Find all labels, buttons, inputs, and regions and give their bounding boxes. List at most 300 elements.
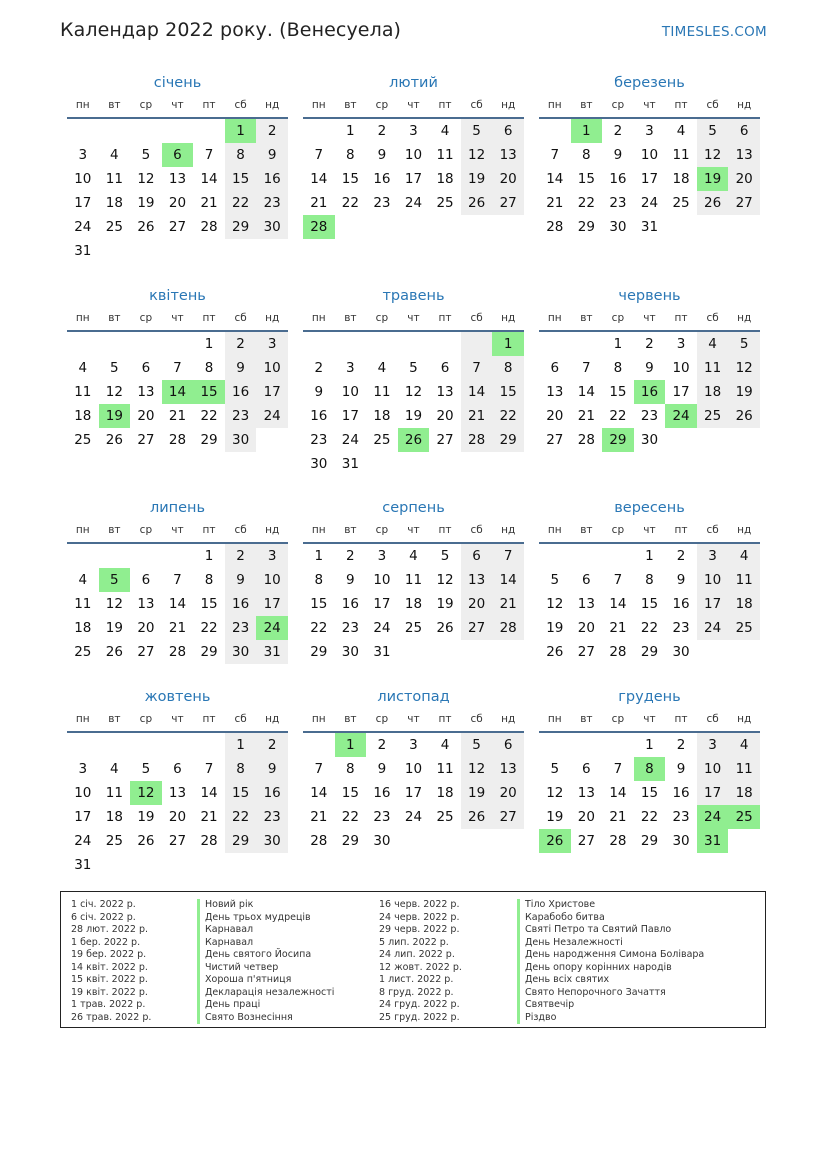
day-cell: 29 bbox=[577, 219, 595, 235]
month-block bbox=[67, 72, 288, 263]
weekday-label: вт bbox=[108, 524, 121, 536]
day-cell: 31 bbox=[640, 219, 659, 235]
day-cell: 28 bbox=[609, 644, 627, 660]
day-cell: 30 bbox=[640, 432, 659, 448]
day-cell: 6 bbox=[440, 360, 450, 376]
weekday-label: ср bbox=[611, 713, 625, 725]
empty-cell bbox=[697, 215, 729, 239]
weekday-label: пн bbox=[311, 312, 326, 324]
empty-cell bbox=[398, 332, 430, 356]
day-cell: 30 bbox=[310, 456, 328, 472]
day-cell: 19 bbox=[105, 620, 123, 636]
day-cell: 26 bbox=[436, 620, 454, 636]
day-cell: 18 bbox=[373, 408, 391, 424]
day-cell: 12 bbox=[461, 143, 493, 167]
holiday-date: 12 жовт. 2022 р. bbox=[379, 961, 462, 973]
day-cell: 11 bbox=[728, 568, 760, 592]
day-cell: 31 bbox=[74, 243, 92, 259]
weekday-label: нд bbox=[265, 713, 280, 725]
day-cell: 4 bbox=[377, 360, 387, 376]
day-cell: 9 bbox=[645, 360, 654, 376]
day-cell: 28 bbox=[310, 833, 328, 849]
empty-cell bbox=[225, 239, 257, 263]
day-grid bbox=[303, 332, 524, 476]
day-cell: 10 bbox=[256, 568, 288, 592]
day-cell: 12 bbox=[728, 356, 760, 380]
day-cell: 24 bbox=[640, 195, 659, 211]
holiday-date: 24 лип. 2022 р. bbox=[379, 949, 455, 960]
day-cell: 4 bbox=[728, 733, 760, 757]
holiday-name: День народження Симона Болівара bbox=[517, 949, 704, 962]
weekday-label: ср bbox=[139, 99, 153, 111]
weekday-label: сб bbox=[706, 99, 719, 111]
day-cell: 19 bbox=[137, 195, 155, 211]
empty-cell bbox=[193, 239, 225, 263]
day-grid bbox=[539, 544, 760, 664]
day-cell: 24 bbox=[404, 195, 423, 211]
weekday-label: пт bbox=[202, 524, 216, 536]
day-cell: 12 bbox=[436, 572, 454, 588]
day-cell: 2 bbox=[314, 360, 324, 376]
day-cell: 17 bbox=[256, 380, 288, 404]
day-cell: 3 bbox=[697, 733, 729, 757]
day-cell: 7 bbox=[582, 360, 591, 376]
day-cell: 23 bbox=[310, 432, 328, 448]
empty-cell bbox=[571, 733, 603, 757]
day-cell: 2 bbox=[377, 737, 387, 753]
empty-cell bbox=[429, 452, 461, 476]
day-cell: 6 bbox=[728, 119, 760, 143]
day-cell: 23 bbox=[672, 809, 690, 825]
empty-cell bbox=[162, 239, 194, 263]
month-block bbox=[539, 72, 760, 239]
day-cell: 28 bbox=[303, 215, 335, 239]
day-cell: 29 bbox=[200, 432, 218, 448]
day-cell: 1 bbox=[645, 548, 654, 564]
holiday-name: Різдво bbox=[517, 1012, 704, 1025]
day-cell: 10 bbox=[697, 568, 729, 592]
day-cell: 17 bbox=[697, 781, 729, 805]
weekday-label: чт bbox=[171, 99, 184, 111]
day-cell: 13 bbox=[492, 757, 524, 781]
day-cell: 22 bbox=[225, 805, 257, 829]
day-cell: 13 bbox=[461, 568, 493, 592]
day-cell: 8 bbox=[645, 572, 654, 588]
weekday-label: вт bbox=[108, 713, 121, 725]
day-cell: 29 bbox=[310, 644, 328, 660]
day-cell: 19 bbox=[546, 809, 564, 825]
day-cell: 25 bbox=[404, 620, 423, 636]
holiday-date: 16 черв. 2022 р. bbox=[379, 899, 460, 910]
day-cell: 5 bbox=[141, 761, 151, 777]
empty-cell bbox=[492, 215, 524, 239]
day-cell: 6 bbox=[141, 360, 151, 376]
day-cell: 24 bbox=[74, 219, 92, 235]
holiday-name: Хороша п'ятниця bbox=[197, 974, 334, 987]
day-cell: 13 bbox=[492, 143, 524, 167]
day-cell: 2 bbox=[645, 336, 654, 352]
empty-cell bbox=[429, 829, 461, 853]
weekday-label: ср bbox=[375, 713, 389, 725]
weekday-label: вт bbox=[580, 99, 593, 111]
day-cell: 28 bbox=[546, 219, 564, 235]
day-cell: 12 bbox=[546, 785, 564, 801]
day-cell: 18 bbox=[672, 171, 690, 187]
day-cell: 4 bbox=[110, 147, 119, 163]
weekday-label: нд bbox=[501, 99, 516, 111]
day-cell: 1 bbox=[571, 119, 603, 143]
empty-cell bbox=[193, 853, 225, 877]
day-cell: 11 bbox=[105, 785, 123, 801]
day-cell: 30 bbox=[609, 219, 627, 235]
day-cell: 13 bbox=[728, 143, 760, 167]
day-cell: 1 bbox=[645, 737, 654, 753]
holiday-name: Свято Вознесіння bbox=[197, 1012, 334, 1025]
empty-cell bbox=[99, 544, 131, 568]
weekday-header bbox=[303, 97, 524, 119]
day-cell: 6 bbox=[492, 733, 524, 757]
day-cell: 14 bbox=[577, 384, 595, 400]
day-cell: 18 bbox=[728, 781, 760, 805]
day-cell: 22 bbox=[609, 408, 627, 424]
month-name: січень bbox=[153, 75, 202, 91]
month-name: липень bbox=[149, 500, 206, 516]
day-cell: 4 bbox=[728, 544, 760, 568]
empty-cell bbox=[665, 215, 697, 239]
day-cell: 12 bbox=[105, 384, 123, 400]
empty-cell bbox=[256, 853, 288, 877]
day-cell: 20 bbox=[168, 809, 187, 825]
weekday-header bbox=[539, 310, 760, 332]
day-cell: 18 bbox=[74, 408, 92, 424]
month-name: вересень bbox=[614, 500, 685, 516]
day-cell: 7 bbox=[204, 761, 214, 777]
day-grid bbox=[67, 332, 288, 452]
day-cell: 3 bbox=[409, 737, 418, 753]
day-cell: 19 bbox=[404, 408, 423, 424]
day-cell: 19 bbox=[697, 167, 729, 191]
empty-cell bbox=[728, 215, 760, 239]
day-cell: 26 bbox=[697, 191, 729, 215]
day-cell: 14 bbox=[162, 380, 194, 404]
day-grid bbox=[67, 733, 288, 877]
day-cell: 10 bbox=[404, 147, 423, 163]
empty-cell bbox=[366, 452, 398, 476]
day-cell: 10 bbox=[74, 171, 92, 187]
day-cell: 3 bbox=[377, 548, 387, 564]
holiday-date: 24 груд. 2022 р. bbox=[379, 999, 460, 1010]
weekday-label: сб bbox=[470, 312, 483, 324]
weekday-label: ср bbox=[611, 524, 625, 536]
day-cell: 3 bbox=[645, 123, 654, 139]
weekday-label: нд bbox=[737, 713, 752, 725]
day-cell: 20 bbox=[728, 167, 760, 191]
weekday-label: ср bbox=[375, 312, 389, 324]
holiday-name: День опору корінних народів bbox=[517, 962, 704, 975]
empty-cell bbox=[492, 640, 524, 664]
empty-cell bbox=[602, 733, 634, 757]
day-cell: 21 bbox=[577, 408, 595, 424]
holiday-name: Карабобо битва bbox=[517, 912, 704, 925]
day-cell: 19 bbox=[99, 404, 131, 428]
empty-cell bbox=[461, 332, 493, 356]
day-cell: 8 bbox=[225, 143, 257, 167]
holiday-name: Декларація незалежності bbox=[197, 987, 334, 1000]
empty-cell bbox=[256, 428, 288, 452]
day-cell: 9 bbox=[256, 757, 288, 781]
day-cell: 25 bbox=[697, 404, 729, 428]
empty-cell bbox=[728, 428, 760, 452]
weekday-label: сб bbox=[706, 312, 719, 324]
day-grid bbox=[539, 332, 760, 452]
day-cell: 12 bbox=[130, 781, 162, 805]
day-cell: 22 bbox=[341, 809, 359, 825]
day-cell: 6 bbox=[461, 544, 493, 568]
day-cell: 31 bbox=[697, 829, 729, 853]
weekday-label: чт bbox=[643, 99, 656, 111]
weekday-header bbox=[539, 97, 760, 119]
day-grid bbox=[539, 119, 760, 239]
day-cell: 6 bbox=[582, 761, 591, 777]
day-cell: 27 bbox=[546, 432, 564, 448]
empty-cell bbox=[571, 332, 603, 356]
weekday-header bbox=[67, 522, 288, 544]
day-cell: 3 bbox=[256, 332, 288, 356]
legend-dates-right bbox=[379, 899, 462, 1024]
empty-cell bbox=[99, 853, 131, 877]
day-cell: 10 bbox=[672, 360, 690, 376]
day-cell: 4 bbox=[78, 572, 88, 588]
holiday-date: 29 черв. 2022 р. bbox=[379, 924, 460, 935]
weekday-label: чт bbox=[407, 99, 420, 111]
weekday-label: сб bbox=[234, 312, 247, 324]
holiday-name: День Незалежності bbox=[517, 937, 704, 950]
day-cell: 7 bbox=[173, 572, 182, 588]
weekday-header bbox=[303, 711, 524, 733]
empty-cell bbox=[539, 119, 571, 143]
day-cell: 4 bbox=[697, 332, 729, 356]
day-cell: 23 bbox=[640, 408, 659, 424]
day-cell: 3 bbox=[346, 360, 355, 376]
day-cell: 14 bbox=[200, 785, 218, 801]
day-cell: 10 bbox=[74, 785, 92, 801]
weekday-label: чт bbox=[171, 312, 184, 324]
day-cell: 31 bbox=[74, 857, 92, 873]
day-cell: 30 bbox=[225, 428, 257, 452]
day-cell: 13 bbox=[137, 384, 155, 400]
weekday-label: чт bbox=[171, 713, 184, 725]
day-cell: 20 bbox=[436, 408, 454, 424]
day-cell: 15 bbox=[193, 380, 225, 404]
day-cell: 16 bbox=[256, 781, 288, 805]
day-cell: 31 bbox=[256, 640, 288, 664]
holiday-date: 24 черв. 2022 р. bbox=[379, 911, 460, 923]
day-cell: 22 bbox=[200, 408, 218, 424]
weekday-header bbox=[303, 522, 524, 544]
day-cell: 27 bbox=[492, 191, 524, 215]
weekday-label: сб bbox=[234, 524, 247, 536]
day-cell: 29 bbox=[602, 428, 634, 452]
weekday-header bbox=[539, 522, 760, 544]
day-cell: 16 bbox=[373, 785, 391, 801]
empty-cell bbox=[303, 733, 335, 757]
day-cell: 10 bbox=[373, 572, 391, 588]
day-cell: 9 bbox=[377, 147, 387, 163]
day-cell: 6 bbox=[162, 143, 194, 167]
weekday-label: пн bbox=[75, 312, 90, 324]
empty-cell bbox=[728, 829, 760, 853]
weekday-header bbox=[539, 711, 760, 733]
day-cell: 20 bbox=[137, 620, 155, 636]
day-cell: 12 bbox=[461, 757, 493, 781]
day-cell: 2 bbox=[613, 123, 623, 139]
holiday-date: 26 трав. 2022 р. bbox=[71, 1011, 152, 1023]
day-cell: 28 bbox=[168, 432, 187, 448]
day-cell: 24 bbox=[697, 616, 729, 640]
month-block bbox=[539, 497, 760, 664]
weekday-label: нд bbox=[265, 312, 280, 324]
day-cell: 4 bbox=[440, 737, 450, 753]
day-cell: 9 bbox=[676, 572, 686, 588]
day-cell: 25 bbox=[105, 833, 123, 849]
day-cell: 10 bbox=[640, 147, 659, 163]
weekday-label: пт bbox=[674, 99, 688, 111]
day-cell: 8 bbox=[582, 147, 591, 163]
day-cell: 11 bbox=[74, 596, 92, 612]
weekday-label: ср bbox=[139, 312, 153, 324]
empty-cell bbox=[130, 544, 162, 568]
day-cell: 20 bbox=[492, 167, 524, 191]
weekday-label: пт bbox=[674, 713, 688, 725]
empty-cell bbox=[398, 215, 430, 239]
day-cell: 4 bbox=[676, 123, 686, 139]
day-cell: 26 bbox=[728, 404, 760, 428]
empty-cell bbox=[130, 853, 162, 877]
holiday-date: 25 груд. 2022 р. bbox=[379, 1011, 460, 1023]
weekday-label: вт bbox=[344, 524, 357, 536]
day-cell: 7 bbox=[204, 147, 214, 163]
weekday-label: пн bbox=[75, 713, 90, 725]
day-cell: 21 bbox=[310, 809, 328, 825]
day-cell: 26 bbox=[461, 805, 493, 829]
day-cell: 7 bbox=[314, 761, 324, 777]
day-cell: 15 bbox=[310, 596, 328, 612]
holiday-date: 1 лист. 2022 р. bbox=[379, 974, 454, 985]
day-cell: 18 bbox=[74, 620, 92, 636]
weekday-label: ср bbox=[375, 524, 389, 536]
empty-cell bbox=[67, 544, 99, 568]
day-cell: 1 bbox=[613, 336, 623, 352]
day-cell: 30 bbox=[672, 644, 690, 660]
weekday-label: нд bbox=[737, 524, 752, 536]
month-name: квітень bbox=[149, 288, 206, 304]
day-cell: 25 bbox=[105, 219, 123, 235]
day-cell: 25 bbox=[728, 616, 760, 640]
empty-cell bbox=[602, 544, 634, 568]
empty-cell bbox=[398, 829, 430, 853]
empty-cell bbox=[492, 452, 524, 476]
month-name: серпень bbox=[382, 500, 445, 516]
day-cell: 20 bbox=[577, 809, 595, 825]
weekday-label: пн bbox=[547, 312, 562, 324]
holiday-date: 1 трав. 2022 р. bbox=[71, 999, 146, 1010]
empty-cell bbox=[99, 332, 131, 356]
empty-cell bbox=[539, 733, 571, 757]
empty-cell bbox=[697, 428, 729, 452]
page-title: Календар 2022 року. (Венесуела) bbox=[60, 19, 402, 41]
day-cell: 12 bbox=[137, 171, 155, 187]
holiday-name: Карнавал bbox=[197, 924, 334, 937]
day-cell: 6 bbox=[582, 572, 591, 588]
holiday-name: Тіло Христове bbox=[517, 899, 704, 912]
day-cell: 14 bbox=[461, 380, 493, 404]
day-cell: 16 bbox=[672, 785, 690, 801]
day-cell: 9 bbox=[314, 384, 324, 400]
weekday-label: вт bbox=[344, 312, 357, 324]
day-cell: 25 bbox=[728, 805, 760, 829]
day-cell: 2 bbox=[676, 548, 686, 564]
weekday-label: чт bbox=[643, 713, 656, 725]
holiday-date: 19 бер. 2022 р. bbox=[71, 949, 147, 960]
month-name: травень bbox=[382, 288, 445, 304]
day-cell: 16 bbox=[256, 167, 288, 191]
day-cell: 16 bbox=[609, 171, 627, 187]
weekday-header bbox=[67, 711, 288, 733]
day-cell: 18 bbox=[697, 380, 729, 404]
weekday-label: пн bbox=[311, 99, 326, 111]
day-cell: 14 bbox=[492, 568, 524, 592]
day-cell: 14 bbox=[200, 171, 218, 187]
day-cell: 27 bbox=[137, 432, 155, 448]
weekday-label: ср bbox=[375, 99, 389, 111]
empty-cell bbox=[162, 544, 194, 568]
day-cell: 14 bbox=[310, 785, 328, 801]
day-cell: 14 bbox=[609, 596, 627, 612]
weekday-header bbox=[303, 310, 524, 332]
day-cell: 27 bbox=[168, 833, 187, 849]
day-cell: 18 bbox=[436, 785, 454, 801]
legend-names-right bbox=[517, 899, 704, 1024]
day-cell: 5 bbox=[141, 147, 151, 163]
holiday-name: День всіх святих bbox=[517, 974, 704, 987]
weekday-label: сб bbox=[234, 713, 247, 725]
day-cell: 17 bbox=[672, 384, 690, 400]
day-cell: 27 bbox=[436, 432, 454, 448]
day-cell: 24 bbox=[373, 620, 391, 636]
day-cell: 27 bbox=[137, 644, 155, 660]
empty-cell bbox=[335, 332, 367, 356]
empty-cell bbox=[697, 640, 729, 664]
holiday-date: 8 груд. 2022 р. bbox=[379, 986, 454, 998]
day-cell: 20 bbox=[461, 592, 493, 616]
day-cell: 11 bbox=[74, 384, 92, 400]
month-name: березень bbox=[614, 75, 685, 91]
day-cell: 25 bbox=[373, 432, 391, 448]
weekday-label: нд bbox=[501, 524, 516, 536]
empty-cell bbox=[429, 640, 461, 664]
day-cell: 3 bbox=[676, 336, 686, 352]
weekday-label: нд bbox=[265, 99, 280, 111]
empty-cell bbox=[193, 733, 225, 757]
empty-cell bbox=[193, 119, 225, 143]
empty-cell bbox=[366, 215, 398, 239]
day-cell: 21 bbox=[310, 195, 328, 211]
day-cell: 6 bbox=[492, 119, 524, 143]
day-cell: 6 bbox=[550, 360, 560, 376]
weekday-label: нд bbox=[501, 312, 516, 324]
site-link[interactable]: TIMESLES.COM bbox=[661, 24, 767, 40]
weekday-label: пт bbox=[438, 312, 452, 324]
